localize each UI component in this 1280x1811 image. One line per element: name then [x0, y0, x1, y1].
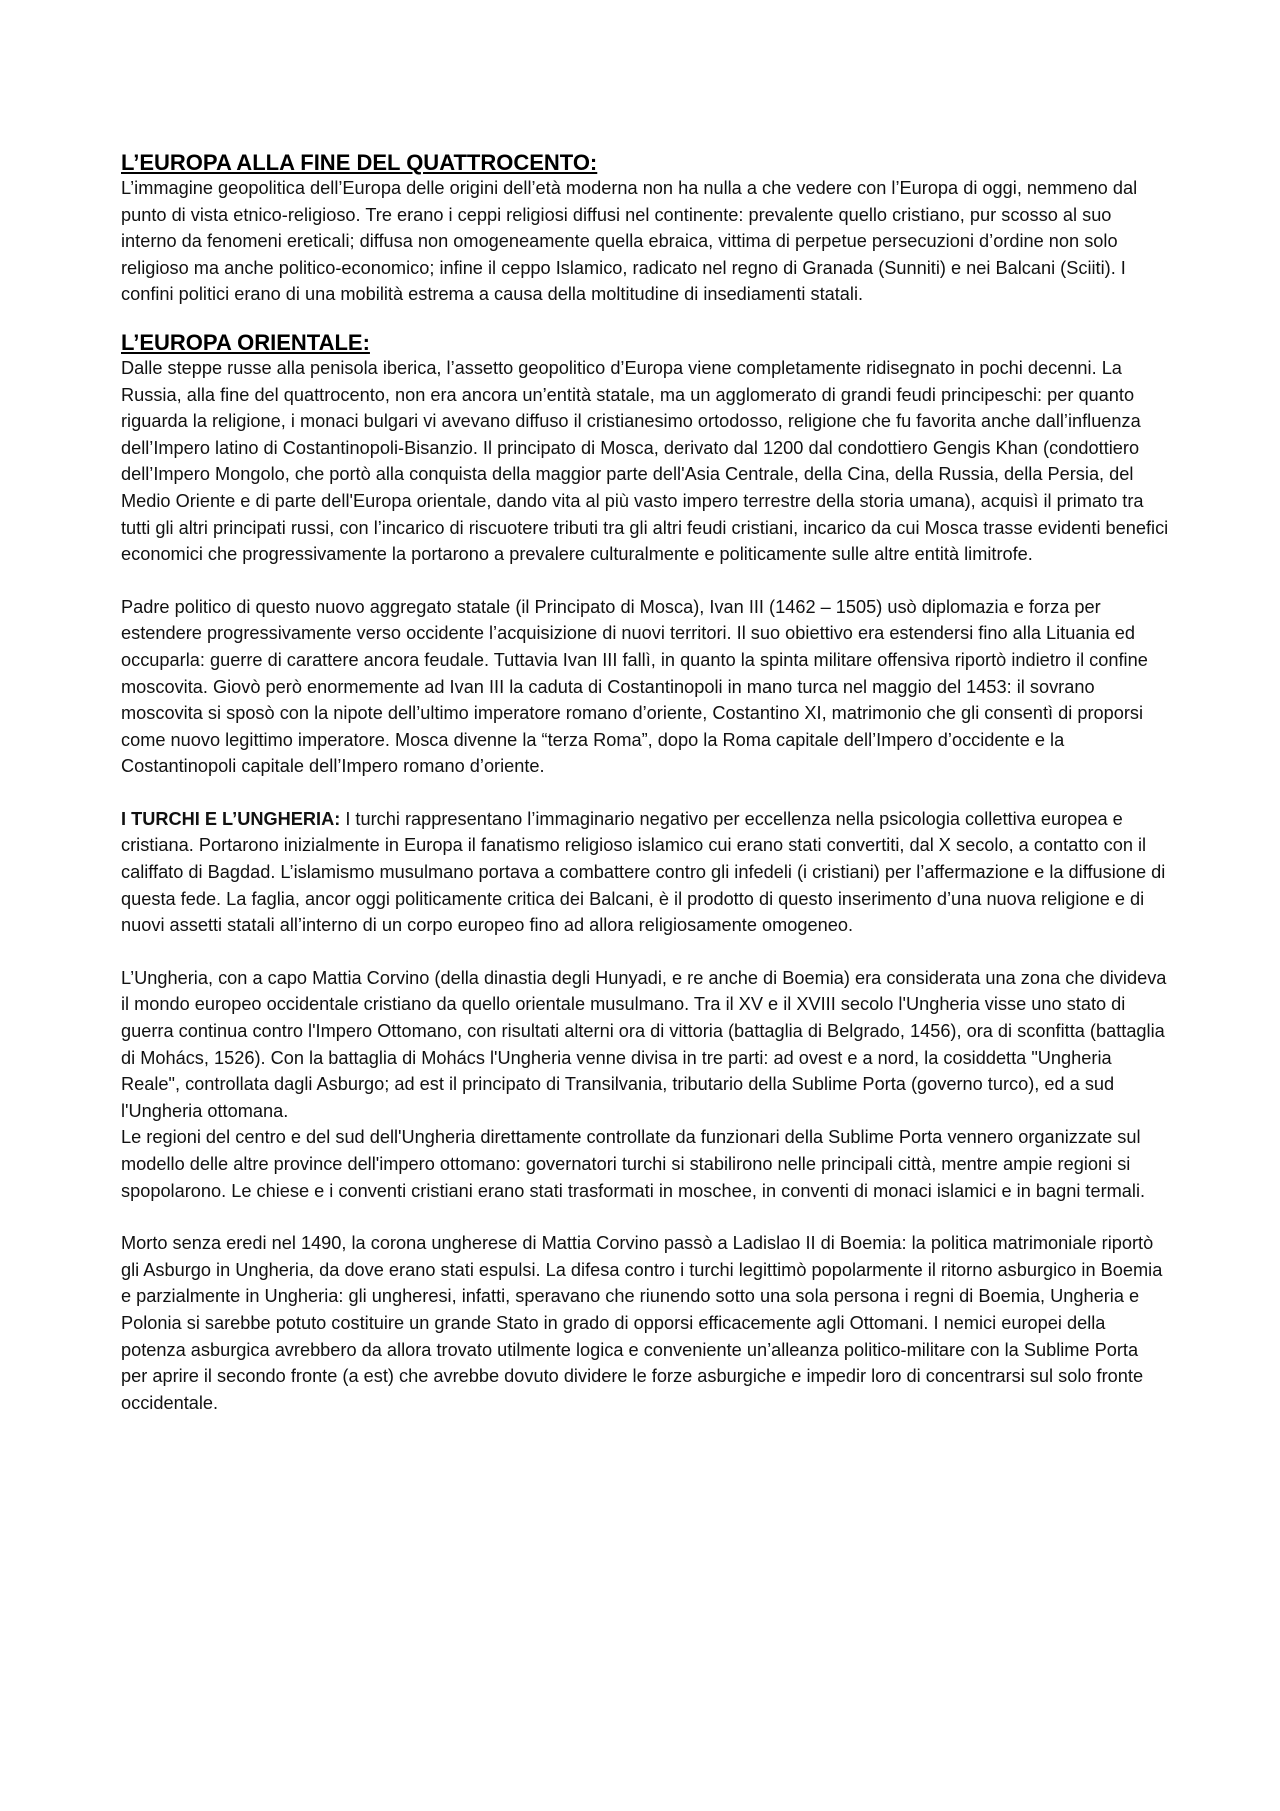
- spacer: [121, 939, 1169, 965]
- paragraph-ivan-iii: Padre politico di questo nuovo aggregato statale (il Principato di Mosca), Ivan III (1462 – 1505) usò diplomazia e forza per estendere progressivamente verso occidente l’acquisizione di nuovi territori. Il suo obiettivo era estendersi fino alla Lituania ed occuparla: guerre di carattere ancora feudale. Tuttavia Ivan III fallì, in quanto la spinta militare offensiva riportò indietro il confine moscovita. Giovò però enormemente ad Ivan III la caduta di Costantinopoli in mano turca nel maggio del 1453: il sovrano moscovita si sposò con la nipote dell’ultimo imperatore romano d’oriente, Costantino XI, matrimonio che gli consentì di proporsi come nuovo legittimo imperatore. Mosca divenne la “terza Roma”, dopo la Roma capitale dell’Impero d’occidente e la Costantinopoli capitale dell’Impero romano d’oriente.: [121, 596, 1148, 777]
- paragraph-regioni-ottomane: Le regioni del centro e del sud dell'Ungheria direttamente controllate da funzionari della Sublime Porta vennero organizzate sul modello delle altre province dell'impero ottomano: governatori turchi si stabilirono nelle principali città, mentre ampie regioni si spopolarono. Le chiese e i conventi cristiani erano stati trasformati in moschee, in conventi di monaci islamici e in bagni termali.: [121, 1127, 1146, 1201]
- spacer: [121, 308, 1169, 331]
- paragraph-turchi: [121, 806, 1169, 939]
- run-in-heading-turchi-ungheria: I TURCHI E L’UNGHERIA:: [121, 808, 341, 829]
- paragraph-ungheria-mattia-corvino: L’Ungheria, con a capo Mattia Corvino (della dinastia degli Hunyadi, e re anche di Boemia) era considerata una zona che divideva il mondo europeo occidentale cristiano da quello orientale musulmano. Tra il XV e il XVIII secolo l'Ungheria visse uno stato di guerra continua contro l'Impero Ottomano, con risultati alterni ora di vittoria (battaglia di Belgrado, 1456), ora di sconfitta (battaglia di Mohács, 1526). Con la battaglia di Mohács l'Ungheria venne divisa in tre parti: ad ovest e a nord, la cosiddetta "Ungheria Reale", controllata dagli Asburgo; ad est il principato di Transilvania, tributario della Sublime Porta (governo turco), ed a sud l'Ungheria ottomana.: [121, 967, 1167, 1121]
- spacer: [121, 568, 1169, 594]
- paragraph-russia-mosca: Dalle steppe russe alla penisola iberica, l’assetto geopolitico d’Europa viene completamente ridisegnato in pochi decenni. La Russia, alla fine del quattrocento, non era ancora un’entità statale, ma un agglomerato di grandi feudi principeschi: per quanto riguarda la religione, i monaci bulgari vi avevano diffuso il cristianesimo ortodosso, religione che fu favorita anche dall’influenza dell’Impero latino di Costantinopoli-Bisanzio. Il principato di Mosca, derivato dal 1200 dal condottiero Gengis Khan (condottiero dell’Impero Mongolo, che portò alla conquista della maggior parte dell'Asia Centrale, della Cina, della Russia, della Persia, del Medio Oriente e di parte dell'Europa orientale, dando vita al più vasto impero terrestre della storia umana), acquisì il primato tra tutti gli altri principati russi, con l’incarico di riscuotere tributi tra gli altri feudi cristiani, incarico da cui Mosca trasse evidenti benefici economici che progressivamente la portarono a prevalere culturalmente e politicamente sulle altre entità limitrofe.: [121, 357, 1169, 565]
- paragraph-europa-geopolitica: L’immagine geopolitica dell’Europa delle origini dell’età moderna non ha nulla a che vedere con l’Europa di oggi, nemmeno dal punto di vista etnico-religioso. Tre erano i ceppi religiosi diffusi nel continente: prevalente quello cristiano, pur scosso al suo interno da fenomeni ereticali; diffusa non omogeneamente quella ebraica, vittima di perpetue persecuzioni d’ordine non solo religioso ma anche politico-economico; infine il ceppo Islamico, radicato nel regno di Granada (Sunniti) e nei Balcani (Sciiti). I confini politici erano di una mobilità estrema a causa della moltitudine di insediamenti statali.: [121, 178, 1138, 305]
- section-heading-europa-orientale: L’EUROPA ORIENTALE:: [121, 329, 370, 355]
- document-body: [121, 151, 1169, 1416]
- paragraph-turchi-text: I turchi rappresentano l’immaginario negativo per eccellenza nella psicologia collettiva europea e cristiana. Portarono inizialmente in Europa il fanatismo religioso islamico cui erano stati convertiti, dal X secolo, a contatto con il califfato di Bagdad. L’islamismo musulmano portava a combattere contro gli infedeli (i cristiani) per l’affermazione e la diffusione di questa fede. La faglia, ancor oggi politicamente critica dei Balcani, è il prodotto di questo inserimento d’una nuova religione e di nuovi assetti statali all’interno di un corpo europeo fino ad allora religiosamente omogeneo.: [121, 808, 1166, 936]
- paragraph-ladislao-asburgo: Morto senza eredi nel 1490, la corona ungherese di Mattia Corvino passò a Ladislao II di Boemia: la politica matrimoniale riportò gli Asburgo in Ungheria, da dove erano stati espulsi. La difesa contro i turchi legittimò popolarmente il ritorno asburgico in Boemia e parzialmente in Ungheria: gli ungheresi, infatti, speravano che riunendo sotto una sola persona i regni di Boemia, Ungheria e Polonia si sarebbe potuto costituire un grande Stato in grado di opporsi efficacemente agli Ottomani. I nemici europei della potenza asburgica avrebbero da allora trovato utilmente logica e conveniente un’alleanza politico-militare con la Sublime Porta per aprire il secondo fronte (a est) che avrebbe dovuto dividere le forze asburgiche e impedir loro di concentrarsi sul solo fronte occidentale.: [121, 1233, 1163, 1413]
- spacer: [121, 780, 1169, 806]
- section-heading-europa-fine-quattrocento: L’EUROPA ALLA FINE DEL QUATTROCENTO:: [121, 150, 598, 175]
- spacer: [121, 1204, 1169, 1230]
